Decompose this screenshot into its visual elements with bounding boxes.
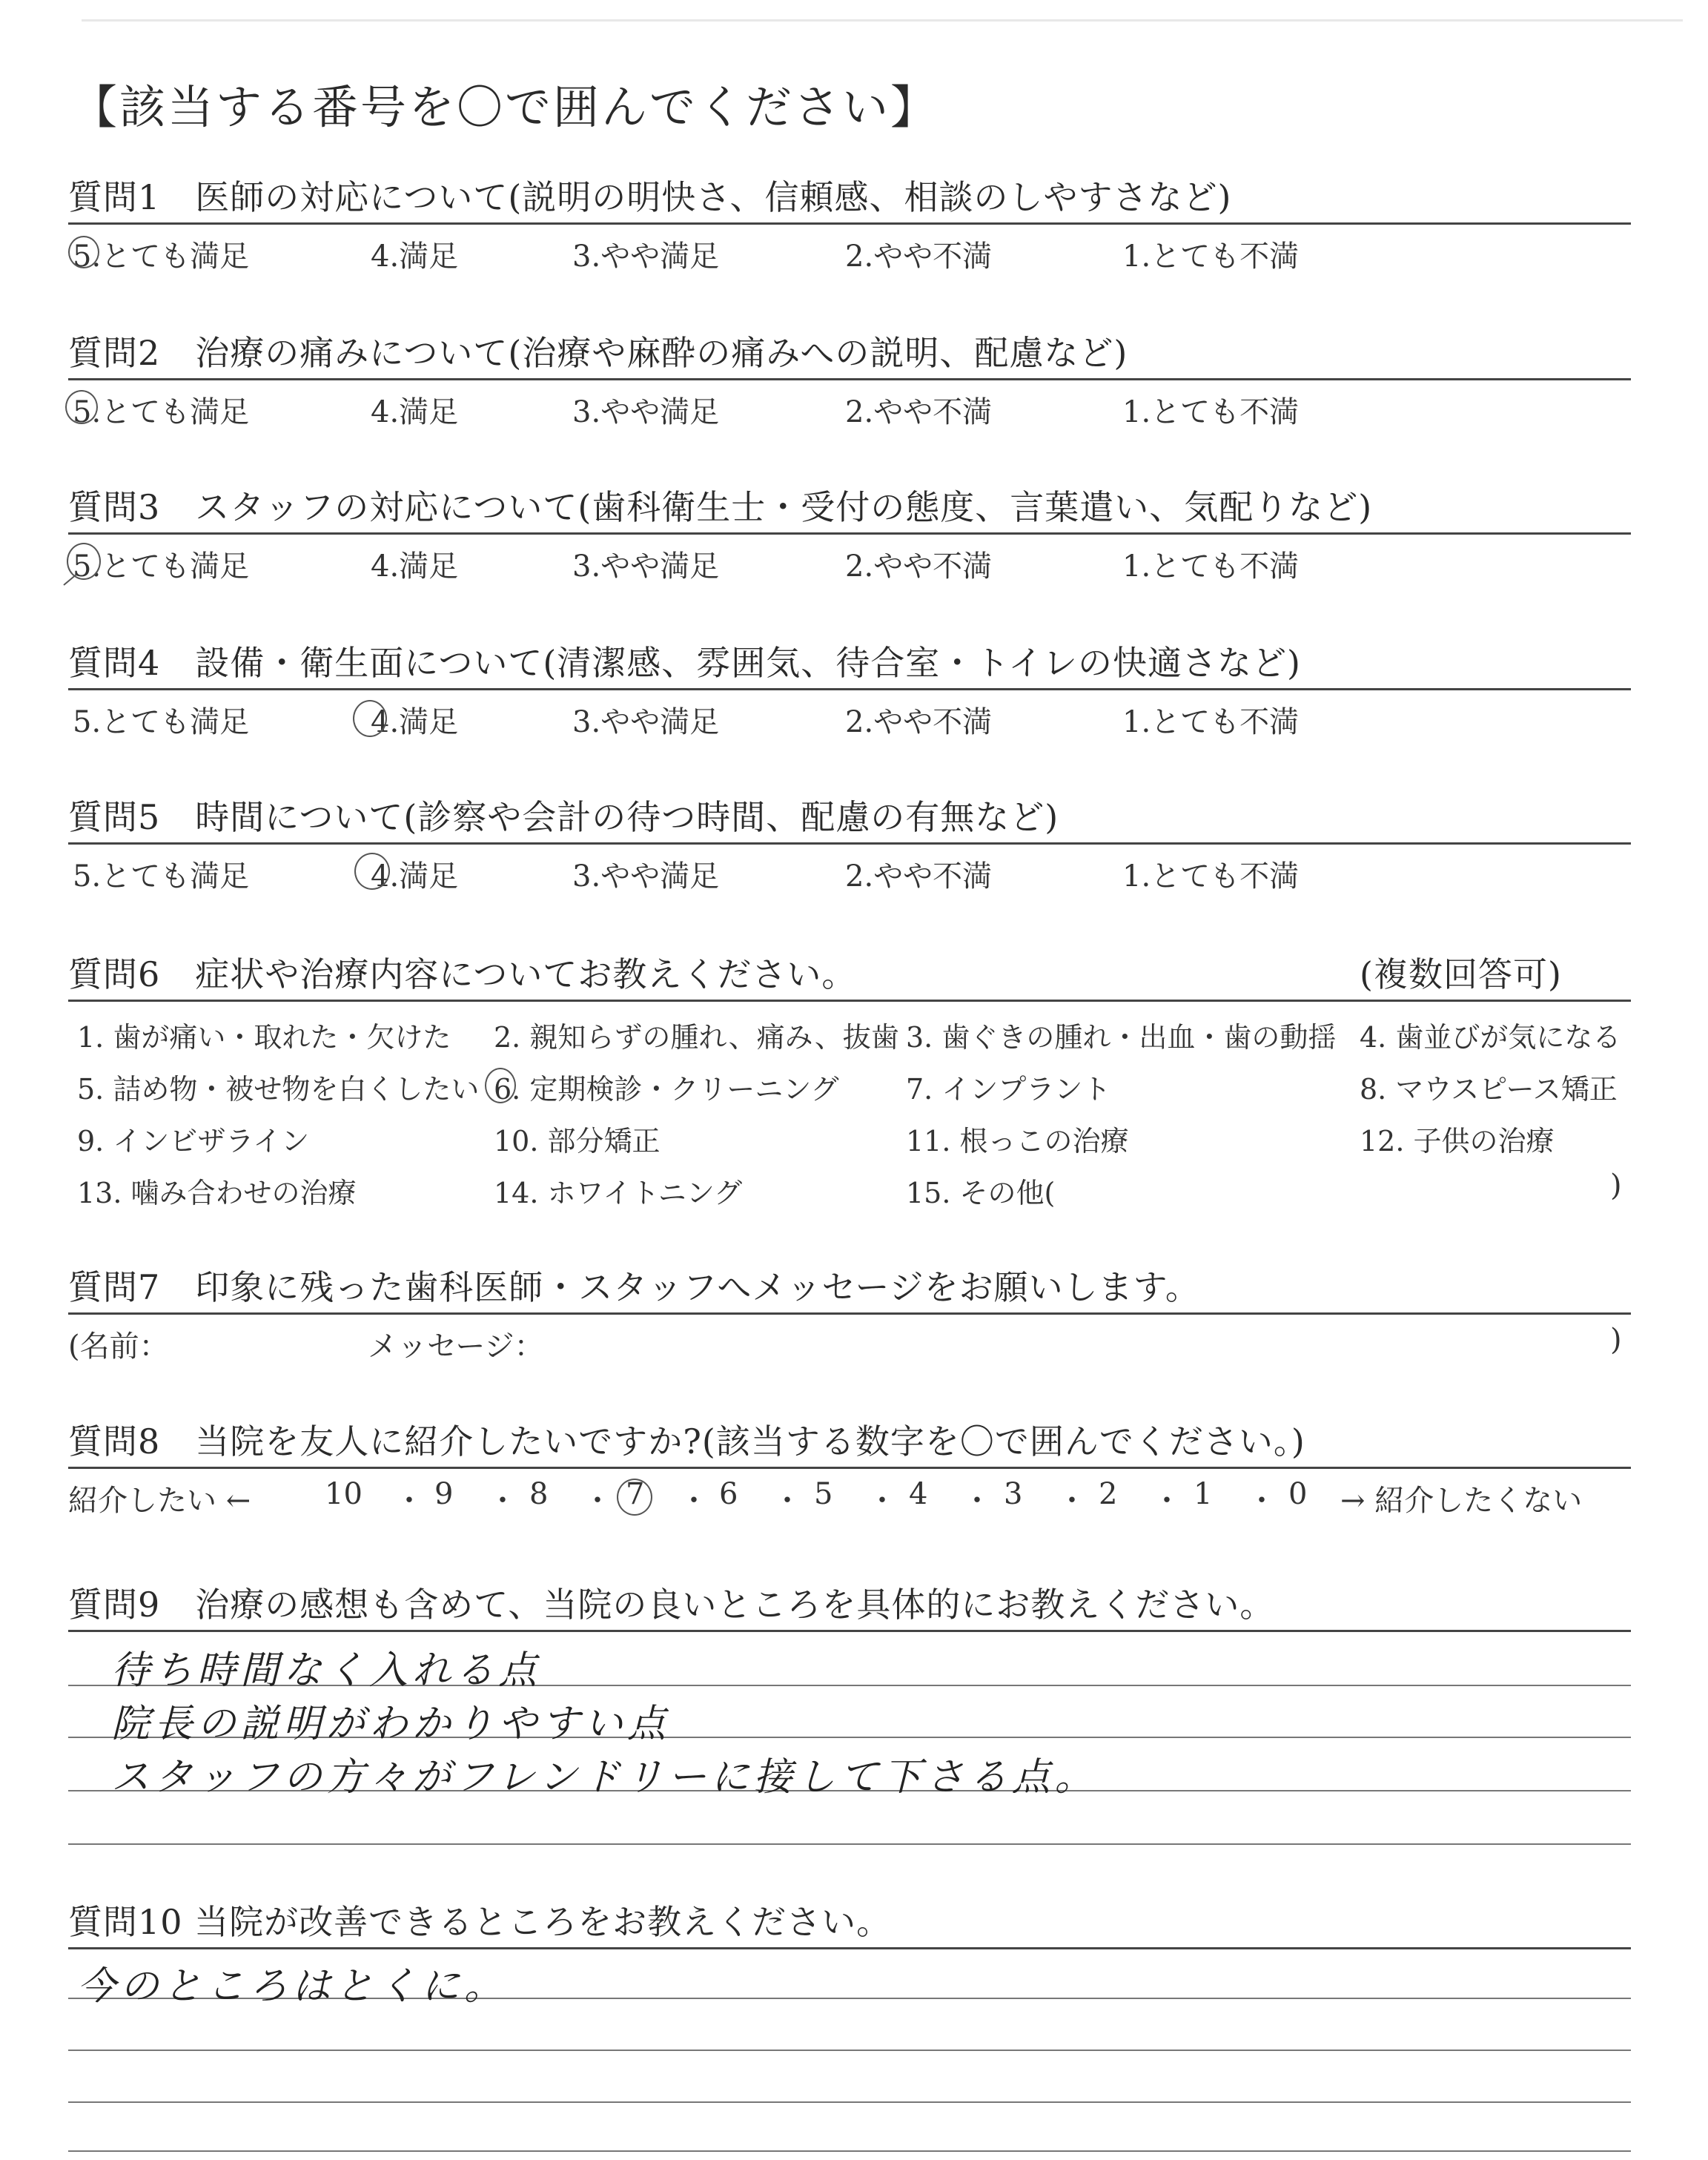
q4-selection-circle bbox=[353, 700, 387, 737]
q10-answer-line-1: 今のところはとくに。 bbox=[77, 1964, 508, 2009]
q6-item-2[interactable]: 2. 親知らずの腫れ、痛み、抜歯 bbox=[494, 1021, 899, 1054]
q1-option-5[interactable]: 5.とても満足 bbox=[73, 240, 250, 274]
q4-option-2[interactable]: 2.やや不満 bbox=[845, 705, 993, 739]
q8-dot: ・ bbox=[962, 1484, 992, 1518]
q6-item-5[interactable]: 5. 詰め物・被せ物を白くしたい bbox=[77, 1073, 480, 1106]
q3-selection-circle bbox=[67, 543, 101, 580]
q2-option-2[interactable]: 2.やや不満 bbox=[845, 395, 993, 429]
q5-option-3[interactable]: 3.やや満足 bbox=[572, 859, 720, 894]
q8-dot: ・ bbox=[1057, 1484, 1087, 1518]
q1-option-1[interactable]: 1.とても不満 bbox=[1122, 240, 1300, 274]
question-6-note: (複数回答可) bbox=[1360, 954, 1562, 994]
q8-score-10[interactable]: 10 bbox=[325, 1477, 363, 1511]
q5-option-1[interactable]: 1.とても不満 bbox=[1122, 859, 1300, 894]
q3-option-4[interactable]: 4.満足 bbox=[371, 549, 459, 584]
q7-name-label: (名前： bbox=[68, 1330, 169, 1364]
q2-selection-circle bbox=[65, 390, 98, 424]
q8-score-2[interactable]: 2 bbox=[1099, 1477, 1118, 1511]
q4-option-4[interactable]: 4.満足 bbox=[371, 705, 459, 739]
question-1-title: 質問1 医師の対応について(説明の明快さ、信頼感、相談のしやすさなど) bbox=[68, 177, 1232, 217]
q5-selection-circle bbox=[354, 853, 390, 890]
question-2-rule bbox=[68, 378, 1631, 380]
q8-score-8[interactable]: 8 bbox=[529, 1477, 549, 1511]
question-5-title: 質問5 時間について(診察や会計の待つ時間、配慮の有無など) bbox=[68, 797, 1059, 837]
q6-item-11[interactable]: 11. 根っこの治療 bbox=[906, 1125, 1129, 1157]
q8-dot: ・ bbox=[867, 1484, 897, 1518]
question-10-rule bbox=[68, 1947, 1631, 1949]
question-3-rule bbox=[68, 532, 1631, 535]
question-2-title: 質問2 治療の痛みについて(治療や麻酔の痛みへの説明、配慮など) bbox=[68, 333, 1128, 373]
q6-item-15[interactable]: 15. その他( bbox=[906, 1177, 1056, 1209]
q6-item-9[interactable]: 9. インビザライン bbox=[77, 1125, 310, 1157]
question-9-title: 質問9 治療の感想も含めて、当院の良いところを具体的にお教えください。 bbox=[68, 1585, 1275, 1625]
q8-dot: ・ bbox=[488, 1484, 517, 1518]
question-5-rule bbox=[68, 842, 1631, 845]
q2-option-1[interactable]: 1.とても不満 bbox=[1122, 395, 1300, 429]
q1-option-2[interactable]: 2.やや不満 bbox=[845, 240, 993, 274]
question-10-title: 質問10 当院が改善できるところをお教えください。 bbox=[68, 1902, 892, 1942]
q2-option-4[interactable]: 4.満足 bbox=[371, 395, 459, 429]
q6-item-7[interactable]: 7. インプラント bbox=[906, 1073, 1111, 1106]
q6-item-12[interactable]: 12. 子供の治療 bbox=[1360, 1125, 1555, 1157]
q8-score-5[interactable]: 5 bbox=[814, 1477, 833, 1511]
question-3-title: 質問3 スタッフの対応について(歯科衛生士・受付の態度、言葉遣い、気配りなど) bbox=[68, 487, 1373, 527]
q6-selection-circle bbox=[485, 1068, 516, 1103]
q10-writing-line bbox=[68, 2050, 1631, 2051]
q6-item-4[interactable]: 4. 歯並びが気になる bbox=[1360, 1021, 1621, 1054]
q7-message-label: メッセージ： bbox=[368, 1330, 544, 1364]
q8-dot: ・ bbox=[1152, 1484, 1182, 1518]
q2-option-5[interactable]: 5.とても満足 bbox=[73, 395, 250, 429]
q9-answer-line-2: 院長の説明がわかりやすい点 bbox=[111, 1702, 671, 1746]
question-4-title: 質問4 設備・衛生面について(清潔感、雰囲気、待合室・トイレの快適さなど) bbox=[68, 643, 1301, 683]
q8-dot: ・ bbox=[772, 1484, 802, 1518]
q8-dot: ・ bbox=[1247, 1484, 1277, 1518]
question-8-title: 質問8 当院を友人に紹介したいですか?(該当する数字を〇で囲んでください。) bbox=[68, 1421, 1305, 1462]
q6-item-13[interactable]: 13. 噛み合わせの治療 bbox=[77, 1177, 357, 1209]
q10-writing-line bbox=[68, 2101, 1631, 2103]
question-6-title: 質問6 症状や治療内容についてお教えください。 bbox=[68, 954, 857, 994]
q9-writing-line bbox=[68, 1843, 1631, 1845]
q6-other-close-paren: ) bbox=[1610, 1169, 1622, 1203]
q8-score-1[interactable]: 1 bbox=[1194, 1477, 1213, 1511]
q3-option-3[interactable]: 3.やや満足 bbox=[572, 549, 720, 584]
q6-item-10[interactable]: 10. 部分矯正 bbox=[494, 1125, 661, 1157]
q4-option-5[interactable]: 5.とても満足 bbox=[73, 705, 250, 739]
q5-option-5[interactable]: 5.とても満足 bbox=[73, 859, 250, 894]
q5-option-4[interactable]: 4.満足 bbox=[371, 859, 459, 894]
question-1-rule bbox=[68, 222, 1631, 225]
q2-option-3[interactable]: 3.やや満足 bbox=[572, 395, 720, 429]
q8-score-6[interactable]: 6 bbox=[719, 1477, 738, 1511]
q6-item-1[interactable]: 1. 歯が痛い・取れた・欠けた bbox=[77, 1021, 451, 1054]
question-7-title: 質問7 印象に残った歯科医師・スタッフへメッセージをお願いします。 bbox=[68, 1267, 1200, 1307]
q5-option-2[interactable]: 2.やや不満 bbox=[845, 859, 993, 894]
q8-right-label: → 紹介したくない bbox=[1340, 1484, 1583, 1518]
q6-item-8[interactable]: 8. マウスピース矯正 bbox=[1360, 1073, 1618, 1106]
q8-score-0[interactable]: 0 bbox=[1288, 1477, 1308, 1511]
q6-item-3[interactable]: 3. 歯ぐきの腫れ・出血・歯の動揺 bbox=[906, 1021, 1337, 1054]
q3-option-1[interactable]: 1.とても不満 bbox=[1122, 549, 1300, 584]
question-7-rule bbox=[68, 1312, 1631, 1315]
q1-option-4[interactable]: 4.満足 bbox=[371, 240, 459, 274]
q7-close-paren: ) bbox=[1610, 1323, 1622, 1357]
q3-option-2[interactable]: 2.やや不満 bbox=[845, 549, 993, 584]
q9-answer-line-3: スタッフの方々がフレンドリーに接して下さる点。 bbox=[111, 1755, 1098, 1800]
q6-item-6[interactable]: 6. 定期検診・クリーニング bbox=[494, 1073, 839, 1106]
q6-item-14[interactable]: 14. ホワイトニング bbox=[494, 1177, 743, 1209]
q8-score-4[interactable]: 4 bbox=[909, 1477, 928, 1511]
q1-option-3[interactable]: 3.やや満足 bbox=[572, 240, 720, 274]
question-8-rule bbox=[68, 1467, 1631, 1469]
q8-dot: ・ bbox=[679, 1484, 709, 1518]
q10-writing-line bbox=[68, 2150, 1631, 2152]
q4-option-3[interactable]: 3.やや満足 bbox=[572, 705, 720, 739]
q4-option-1[interactable]: 1.とても不満 bbox=[1122, 705, 1300, 739]
question-6-rule bbox=[68, 1000, 1631, 1002]
q8-left-label: 紹介したい ← bbox=[68, 1484, 251, 1518]
q8-selection-circle bbox=[617, 1479, 652, 1516]
q8-score-3[interactable]: 3 bbox=[1004, 1477, 1023, 1511]
q3-option-5[interactable]: 5.とても満足 bbox=[73, 549, 250, 584]
q8-dot: ・ bbox=[394, 1484, 424, 1518]
q9-answer-line-1: 待ち時間なく入れる点 bbox=[111, 1648, 542, 1693]
q8-score-9[interactable]: 9 bbox=[434, 1477, 454, 1511]
question-9-rule bbox=[68, 1630, 1631, 1632]
top-border bbox=[82, 19, 1683, 22]
q8-dot: ・ bbox=[583, 1484, 612, 1518]
question-4-rule bbox=[68, 688, 1631, 690]
q8-score-7[interactable]: 7 bbox=[626, 1477, 645, 1511]
q1-selection-circle bbox=[68, 236, 99, 268]
page-heading: 【該当する番号を〇で囲んでください】 bbox=[71, 80, 939, 134]
